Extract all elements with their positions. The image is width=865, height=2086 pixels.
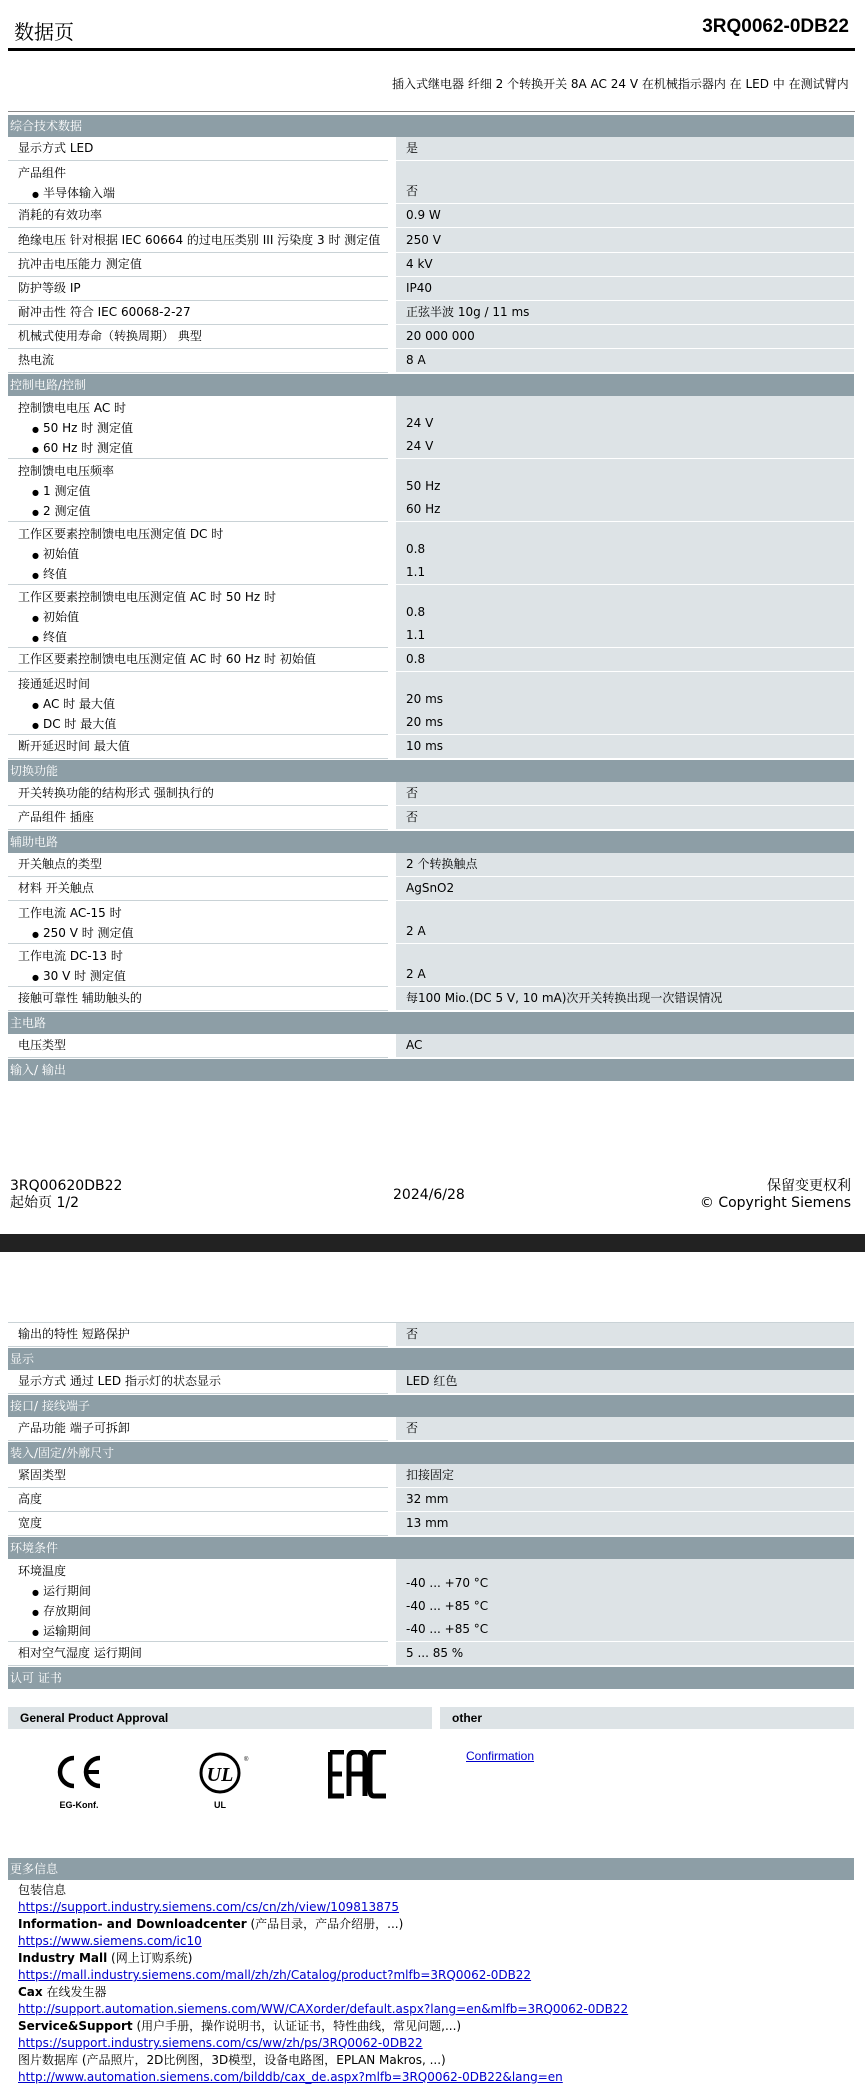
approval-col-general: General Product Approval: [8, 1707, 432, 1729]
spec-value: [396, 901, 854, 944]
spec-value: [396, 396, 854, 459]
spec-row: [8, 137, 854, 161]
spec-value: 20 000 000: [396, 325, 854, 349]
spec-row: [8, 782, 854, 806]
spec-row: [8, 585, 854, 648]
spec-table-2: [8, 1322, 854, 1689]
spec-value: 0.8: [396, 648, 854, 672]
more-info-link[interactable]: http://www.automation.siemens.com/bilddb/cax_de.aspx?mlfb=3RQ0062-0DB22&lang=en: [18, 2070, 563, 2084]
spec-sub-value: 0.8: [406, 605, 426, 619]
more-info-label-text: (网上订购系统): [107, 1951, 193, 1965]
spec-label: [8, 161, 388, 204]
more-info-label-text: (产品目录，产品介绍册，...): [246, 1917, 404, 1931]
spec-value: AgSnO2: [396, 877, 854, 901]
spec-sub-label: ● 运输期间: [18, 1621, 388, 1641]
ce-caption: EG-Konf.: [59, 1800, 99, 1810]
approval-col-other: other: [440, 1707, 854, 1729]
spec-row: [8, 672, 854, 735]
spec-row: [8, 1559, 854, 1642]
eac-logo-icon: [328, 1750, 390, 1800]
spec-row: [8, 301, 854, 325]
more-info-label-text: 包装信息: [18, 1883, 67, 1897]
spec-label: 电压类型: [8, 1034, 388, 1058]
spec-sub-label: ● DC 时 最大值: [18, 714, 388, 734]
spec-label: 输出的特性 短路保护: [8, 1323, 388, 1347]
section-header: 环境条件: [8, 1536, 854, 1559]
more-info-label-bold: Information- and Downloadcenter: [18, 1917, 247, 1931]
spec-label-text: 接通延迟时间: [18, 677, 91, 691]
more-info-link[interactable]: https://www.siemens.com/ic10: [18, 1934, 202, 1948]
spec-value: [396, 585, 854, 648]
more-info-label-text: 图片数据库 (产品照片，2D比例图，3D模型，设备电路图，EPLAN Makros, ...): [18, 2053, 446, 2067]
spec-row: [8, 253, 854, 277]
page-separator: [0, 1234, 865, 1252]
spec-sub-label: ● 终值: [18, 627, 388, 647]
section-header: 控制电路/控制: [8, 373, 854, 396]
spec-row: [8, 987, 854, 1011]
spec-sub-label: ● 半导体输入端: [18, 183, 388, 203]
spec-sub-label: ● 60 Hz 时 测定值: [18, 438, 388, 458]
spec-label: 开关触点的类型: [8, 853, 388, 877]
spec-row: [8, 228, 854, 253]
spec-label: 防护等级 IP: [8, 277, 388, 301]
spec-label: 显示方式 LED: [8, 137, 388, 161]
spec-label: 消耗的有效功率: [8, 204, 388, 228]
page-footer: [10, 1178, 851, 1218]
section-header: 综合技术数据: [8, 114, 854, 137]
more-info-label: [18, 2018, 854, 2035]
ul-logo-icon: [193, 1752, 251, 1812]
spec-row: [8, 1512, 854, 1536]
spec-value: [396, 459, 854, 522]
more-info-header-wrap: [8, 1857, 854, 1880]
spec-label: 抗冲击电压能力 测定值: [8, 253, 388, 277]
svg-text:®: ®: [244, 1757, 249, 1763]
more-info-label: [18, 2052, 854, 2069]
more-info-link[interactable]: https://support.industry.siemens.com/cs/cn/zh/view/109813875: [18, 1900, 400, 1914]
section-header: 认可 证书: [8, 1666, 854, 1689]
page-header: [8, 14, 855, 51]
section-header: 切换功能: [8, 759, 854, 782]
spec-sub-label: ● 终值: [18, 564, 388, 584]
spec-sub-label: ● 运行期间: [18, 1581, 388, 1601]
spec-label: 产品组件 插座: [8, 806, 388, 830]
spec-value: 8 A: [396, 349, 854, 373]
section-header: 输入/ 输出: [8, 1058, 854, 1081]
spec-value: LED 红色: [396, 1370, 854, 1394]
spec-label-text: 环境温度: [18, 1564, 67, 1578]
divider: [8, 111, 855, 112]
spec-label: 显示方式 通过 LED 指示灯的状态显示: [8, 1370, 388, 1394]
spec-row: [8, 1034, 854, 1058]
svg-text:UL: UL: [206, 1764, 234, 1786]
spec-label: 机械式使用寿命（转换周期） 典型: [8, 325, 388, 349]
spec-label: 热电流: [8, 349, 388, 373]
spec-sub-value: -40 ... +85 °C: [406, 1622, 489, 1636]
spec-value: [396, 522, 854, 585]
spec-value: [396, 944, 854, 987]
spec-label: [8, 522, 388, 585]
footer-rights: 保留变更权利: [767, 1178, 851, 1194]
spec-row: [8, 325, 854, 349]
spec-sub-value: 1.1: [406, 628, 426, 642]
spec-label: [8, 585, 388, 648]
spec-row: [8, 459, 854, 522]
more-info-label: [18, 1984, 854, 2001]
more-info-list: [18, 1882, 854, 2086]
spec-label: 开关转换功能的结构形式 强制执行的: [8, 782, 388, 806]
spec-label: [8, 396, 388, 459]
ce-logo-icon: [50, 1752, 108, 1812]
spec-sub-value: 50 Hz: [406, 479, 441, 493]
spec-label: [8, 459, 388, 522]
spec-sub-label: ● 初始值: [18, 607, 388, 627]
spec-row: [8, 853, 854, 877]
spec-table: [8, 114, 854, 1081]
more-info-label-bold: Industry Mall: [18, 1951, 108, 1965]
more-info-link[interactable]: https://support.industry.siemens.com/cs/ww/zh/ps/3RQ0062-0DB22: [18, 2036, 423, 2050]
footer-date: 2024/6/28: [393, 1187, 465, 1203]
spec-value: IP40: [396, 277, 854, 301]
spec-sub-label: ● 初始值: [18, 544, 388, 564]
spec-label: [8, 672, 388, 735]
spec-sub-value: 否: [406, 184, 419, 198]
spec-row: [8, 806, 854, 830]
section-more-info: 更多信息: [8, 1857, 854, 1880]
spec-row: [8, 735, 854, 759]
more-info-label-text: (用户手册，操作说明书，认证证书，特性曲线，常见问题,...): [132, 2019, 462, 2033]
footer-copyright: © Copyright Siemens: [699, 1195, 851, 1211]
section-header: 主电路: [8, 1011, 854, 1034]
spec-value: 250 V: [396, 228, 854, 253]
spec-label: [8, 1559, 388, 1642]
ul-caption: UL: [214, 1800, 226, 1810]
spec-row: [8, 1488, 854, 1512]
spec-value: 4 kV: [396, 253, 854, 277]
product-description: 插入式继电器 纤细 2 个转换开关 8A AC 24 V 在机械指示器内 在 LED 中 在测试臂内: [392, 77, 849, 91]
spec-row: [8, 1370, 854, 1394]
spec-value: 每100 Mio.(DC 5 V, 10 mA)次开关转换出现一次错误情况: [396, 987, 854, 1011]
spec-value: 32 mm: [396, 1488, 854, 1512]
spec-label: 断开延迟时间 最大值: [8, 735, 388, 759]
spec-sub-value: 20 ms: [406, 692, 444, 706]
spec-row: [8, 204, 854, 228]
spec-row: [8, 396, 854, 459]
spec-sub-value: 24 V: [406, 439, 434, 453]
product-code: 3RQ0062-0DB22: [702, 16, 849, 37]
footer-page: 起始页 1/2: [10, 1195, 79, 1211]
spec-sub-label: ● 250 V 时 测定值: [18, 923, 388, 943]
spec-row: [8, 277, 854, 301]
spec-sub-label: ● 1 测定值: [18, 481, 388, 501]
spec-value: 扣接固定: [396, 1464, 854, 1488]
spec-label: 材料 开关触点: [8, 877, 388, 901]
section-header: 辅助电路: [8, 830, 854, 853]
spec-label: 绝缘电压 针对根据 IEC 60664 的过电压类别 III 污染度 3 时 测定值: [8, 228, 388, 253]
more-info-label-bold: Cax: [18, 1985, 43, 1999]
more-info-label: [18, 1916, 854, 1933]
more-info-label: [18, 1950, 854, 1967]
spec-row: [8, 944, 854, 987]
spec-sub-label: ● 30 V 时 测定值: [18, 966, 388, 986]
spec-label-text: 工作电流 AC-15 时: [18, 906, 122, 920]
spec-label: 宽度: [8, 1512, 388, 1536]
spec-sub-value: -40 ... +85 °C: [406, 1599, 489, 1613]
spec-row: [8, 349, 854, 373]
approval-header: [8, 1707, 854, 1729]
spec-value: 否: [396, 806, 854, 830]
spec-value: 10 ms: [396, 735, 854, 759]
spec-row: [8, 522, 854, 585]
spec-sub-value: 1.1: [406, 565, 426, 579]
spec-row: [8, 1323, 854, 1347]
spec-label: 工作区要素控制馈电电压测定值 AC 时 60 Hz 时 初始值: [8, 648, 388, 672]
spec-sub-value: 2 A: [406, 924, 426, 938]
spec-label: 耐冲击性 符合 IEC 60068-2-27: [8, 301, 388, 325]
footer-right: [700, 1178, 851, 1212]
spec-value: 否: [396, 1417, 854, 1441]
spec-label: 高度: [8, 1488, 388, 1512]
spec-sub-value: 2 A: [406, 967, 426, 981]
spec-label: 接触可靠性 辅助触头的: [8, 987, 388, 1011]
spec-sub-label: ● 50 Hz 时 测定值: [18, 418, 388, 438]
section-header: 显示: [8, 1347, 854, 1370]
footer-code: 3RQ00620DB22: [10, 1178, 123, 1194]
spec-value: 否: [396, 1323, 854, 1347]
spec-value: 0.9 W: [396, 204, 854, 228]
spec-value: 5 ... 85 %: [396, 1642, 854, 1666]
spec-label-text: 控制馈电电压频率: [18, 464, 115, 478]
confirmation-link[interactable]: Confirmation: [466, 1749, 535, 1763]
spec-label: 产品功能 端子可拆卸: [8, 1417, 388, 1441]
more-info-label-text: 在线发生器: [42, 1985, 107, 1999]
spec-row: [8, 1417, 854, 1441]
spec-label: 紧固类型: [8, 1464, 388, 1488]
spec-sub-label: ● AC 时 最大值: [18, 694, 388, 714]
spec-sub-value: 20 ms: [406, 715, 444, 729]
spec-label-text: 工作区要素控制馈电电压测定值 DC 时: [18, 527, 224, 541]
spec-value: [396, 161, 854, 204]
footer-left: [10, 1178, 122, 1212]
spec-sub-value: 0.8: [406, 542, 426, 556]
spec-sub-value: 24 V: [406, 416, 434, 430]
page-title: 数据页: [14, 20, 74, 44]
more-info-label-bold: Service&Support: [18, 2019, 133, 2033]
spec-label-text: 控制馈电电压 AC 时: [18, 401, 127, 415]
spec-sub-value: -40 ... +70 °C: [406, 1576, 489, 1590]
spec-value: 是: [396, 137, 854, 161]
spec-row: [8, 161, 854, 204]
spec-label: [8, 901, 388, 944]
spec-label: [8, 944, 388, 987]
spec-value: 正弦半波 10g / 11 ms: [396, 301, 854, 325]
spec-sub-label: ● 存放期间: [18, 1601, 388, 1621]
spec-value: [396, 672, 854, 735]
spec-label-text: 工作区要素控制馈电电压测定值 AC 时 50 Hz 时: [18, 590, 277, 604]
spec-row: [8, 648, 854, 672]
more-info-link[interactable]: https://mall.industry.siemens.com/mall/zh/zh/Catalog/product?mlfb=3RQ0062-0DB22: [18, 1968, 532, 1982]
spec-row: [8, 1464, 854, 1488]
spec-sub-value: 60 Hz: [406, 502, 441, 516]
spec-value: 2 个转换触点: [396, 853, 854, 877]
section-header: 接口/ 接线端子: [8, 1394, 854, 1417]
spec-row: [8, 901, 854, 944]
spec-label-text: 工作电流 DC-13 时: [18, 949, 123, 963]
spec-label: 相对空气湿度 运行期间: [8, 1642, 388, 1666]
more-info-link[interactable]: http://support.automation.siemens.com/WW/CAXorder/default.aspx?lang=en&mlfb=3RQ0062-0DB22: [18, 2002, 629, 2016]
spec-value: 13 mm: [396, 1512, 854, 1536]
spec-row: [8, 1642, 854, 1666]
spec-value: 否: [396, 782, 854, 806]
spec-value: AC: [396, 1034, 854, 1058]
spec-value: [396, 1559, 854, 1642]
section-header: 装入/固定/外廓尺寸: [8, 1441, 854, 1464]
spec-row: [8, 877, 854, 901]
spec-sub-label: ● 2 测定值: [18, 501, 388, 521]
spec-label-text: 产品组件: [18, 166, 67, 180]
more-info-label: [18, 1882, 854, 1899]
